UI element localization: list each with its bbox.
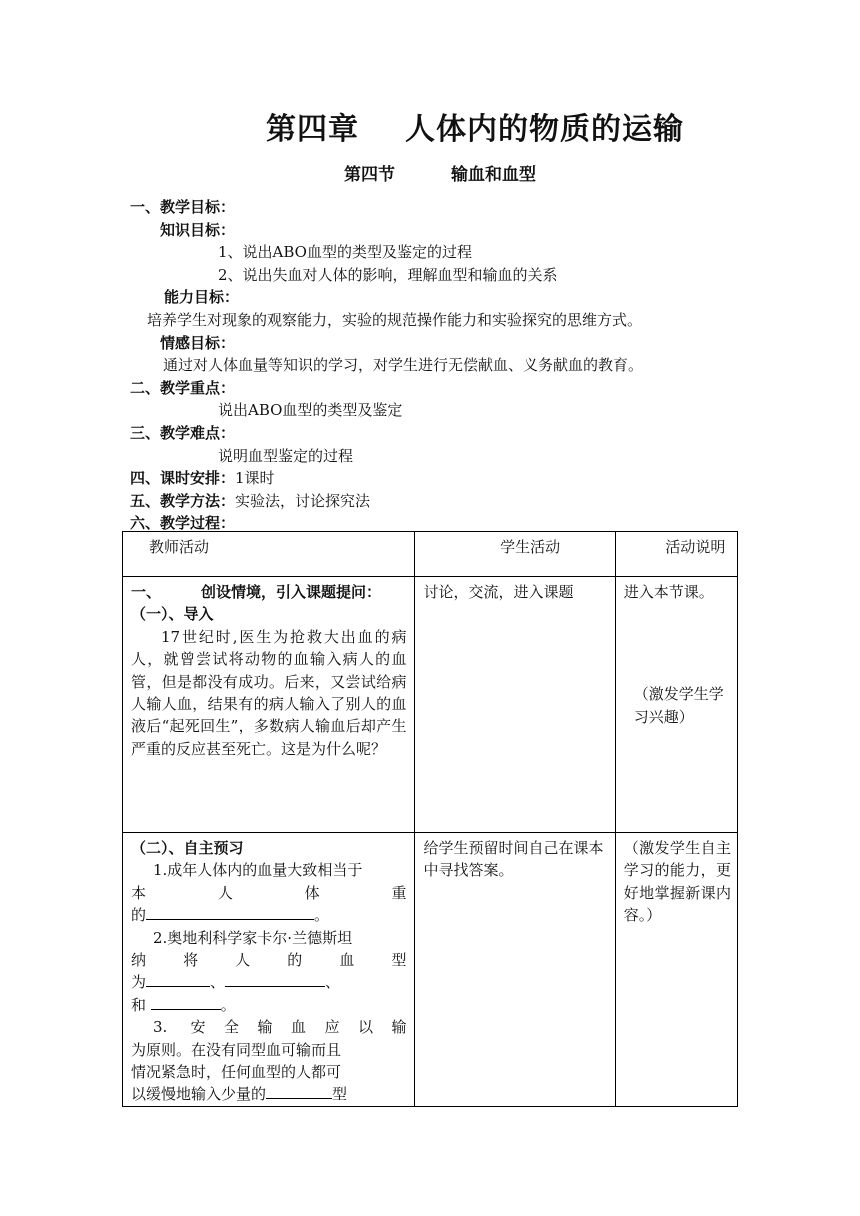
heading-process: 六、教学过程： [130,514,236,533]
question-2-b: 纳将人的血型 [131,951,407,970]
question-3-b: 为原则。在没有同型血可输而且 [131,1040,342,1059]
header-activity-note: 活动说明 [665,538,726,556]
intro-paragraph: 17世纪时,医生为抢救大出血的病人，就曾尝试将动物的血输入病人的血管，但是都没有成功。后来，又尝试给病人输人血，结果有的病人输入了别人的血液后“起死回生”，多数病人输血后却产生严重的反应甚至死亡。这是为什么呢？ [131,627,407,758]
intro-subheading: （一）、导入 [131,605,214,624]
knowledge-objectives-label: 知识目标： [160,220,236,239]
knowledge-objective-1: 1、说出ABO血型的类型及鉴定的过程 [218,243,472,262]
student-activity-preview: 给学生预留时间自己在课本中寻找答案。 [423,839,604,880]
question-3-d: 以缓慢地输入少量的 型 [131,1085,348,1104]
knowledge-objective-2: 2、说出失血对人体的影响，理解血型和输血的关系 [218,265,558,284]
section-title: 第四节 输血和血型 [344,165,536,185]
table-row [123,577,738,833]
ability-objective-text: 培养学生对现象的观察能力，实验的规范操作能力和实验探究的思维方式。 [147,310,643,329]
teaching-process-table [122,531,738,1107]
activity-note-preview: （激发学生自主学习的能力，更好地掌握新课内容。） [623,839,731,925]
question-3-a: 3. 安全输血应以输 [153,1018,407,1037]
question-2-a: 2.奥地利科学家卡尔·兰德斯坦 [153,928,353,947]
question-1-b: 本人体重 [131,883,407,902]
teacher-activity-preview [123,833,414,1106]
blank-4 [151,995,221,1010]
class-hours-line: 四、课时安排：1课时 [130,469,275,488]
question-2-c: 为 、 、 [131,973,341,992]
heading-difficulties: 三、教学难点： [130,423,236,442]
blank-1 [146,905,314,920]
heading-objectives: 一、教学目标： [130,198,236,216]
header-student-activity: 学生活动 [500,538,561,556]
question-2-d: 和 。 [131,995,236,1014]
intro-heading: 一、 创设情境，引入课题提问： [131,583,382,601]
note-intro-1: 进入本节课。 [623,583,714,601]
table-row [123,833,738,1107]
heading-key-points: 二、教学重点： [130,378,236,397]
preview-heading: （二）、自主预习 [131,839,244,857]
header-teacher-activity: 教师活动 [149,538,210,556]
student-activity-intro: 讨论，交流，进入课题 [423,583,574,601]
question-3-c: 情况紧急时，任何血型的人都可 [131,1063,342,1082]
teaching-methods-line: 五、教学方法：实验法，讨论探究法 [130,491,371,510]
blank-3 [225,972,325,987]
key-points-text: 说出ABO血型的类型及鉴定 [218,401,403,420]
teacher-activity-intro [123,577,414,760]
ability-objectives-label: 能力目标： [164,288,240,307]
blank-5 [266,1084,332,1099]
note-intro-2: （激发学生学习兴趣） [633,685,724,726]
emotion-objectives-label: 情感目标： [160,333,236,352]
activity-note-intro [616,577,737,728]
blank-2 [146,972,210,987]
table-header-row [123,532,738,577]
question-1-a: 1.成年人体内的血量大致相当于 [153,861,363,880]
chapter-title: 第四章 人体内的物质的运输 [266,112,684,147]
emotion-objective-text: 通过对人体血量等知识的学习，对学生进行无偿献血、义务献血的教育。 [163,356,644,375]
lesson-outline [130,196,750,535]
difficulties-text: 说明血型鉴定的过程 [218,446,354,465]
question-1-c: 的 。 [131,906,330,925]
